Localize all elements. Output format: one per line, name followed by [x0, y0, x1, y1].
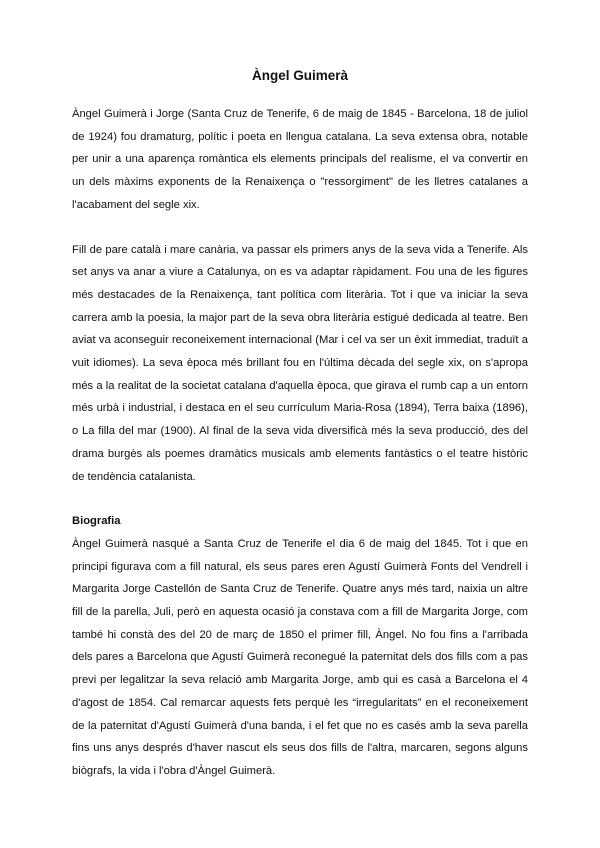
paragraph-spacer [72, 488, 528, 510]
body-paragraph: Fill de pare català i mare canària, va passar els primers anys de la seva vida a Tenerife. Als set anys va anar a viure a Catalunya, on es va adaptar ràpidament. Fou una de les figures més destacades de la Renaixença, tant política com literària. Tot i que va iniciar la seva carrera amb la poesia, la major part de la seva obra literària estigué dedicada al teatre. Ben aviat va aconseguir reconeixement internacional (Mar i cel va ser un èxit immediat, traduït a vuit idiomes). La seva època més brillant fou en l'última dècada del segle xix, on s'apropa més a la realitat de la societat catalana d'aquella època, que girava el rumb cap a un entorn més urbà i industrial, i destaca en el seu currículum Maria-Rosa (1894), Terra baixa (1896), o La filla del mar (1900). Al final de la seva vida diversificà més la seva producció, des del drama burgès als poemes dramàtics musicals amb elements fantàstics o el teatre històric de tendència catalanista. [72, 243, 528, 483]
document-title: Àngel Guimerà [251, 68, 349, 83]
section-heading-biografia: Biografia [72, 515, 121, 528]
intro-paragraph: Àngel Guimerà i Jorge (Santa Cruz de Tenerife, 6 de maig de 1845 - Barcelona, 18 de juliol de 1924) fou dramaturg, polític i poeta en llengua catalana. La seva extensa obra, notable per unir a una aparença romàntica els elements principals del realisme, el va convertir en un dels màxims exponents de la Renaixença o "ressorgiment" de les lletres catalanes a l'acabament del segle xix. [72, 108, 528, 211]
paragraph-spacer [72, 217, 528, 239]
biography-paragraph: Àngel Guimerà nasqué a Santa Cruz de Tenerife el dia 6 de maig del 1845. Tot i que en principi figurava com a fill natural, els seus pares eren Agustí Guimerà Fonts del Vendrell i Margarita Jorge Castellón de Santa Cruz de Tenerife. Quatre anys més tard, naixia un altre fill de la parella, Juli, però en aquesta ocasió ja constava com a fill de Margarita Jorge, com també hi constà des del 20 de març de 1850 el primer fill, Àngel. No fou fins a l'arribada dels pares a Barcelona que Agustí Guimerà reconegué la paternitat dels dos fills com a pas previ per legalitzar la seva relació amb Margarita Jorge, amb qui es casà a Barcelona el 4 d'agost de 1854. Cal remarcar aquests fets perquè les “irregularitats” en el reconeixement de la paternitat d'Agustí Guimerà d'una banda, i el fet que no es casés amb la seva parella fins uns anys després d'haver nascut els seus dos fills de l'altra, marcaren, segons alguns biògrafs, la vida i l'obra d'Àngel Guimerà. [72, 537, 528, 777]
document-page [72, 66, 528, 783]
